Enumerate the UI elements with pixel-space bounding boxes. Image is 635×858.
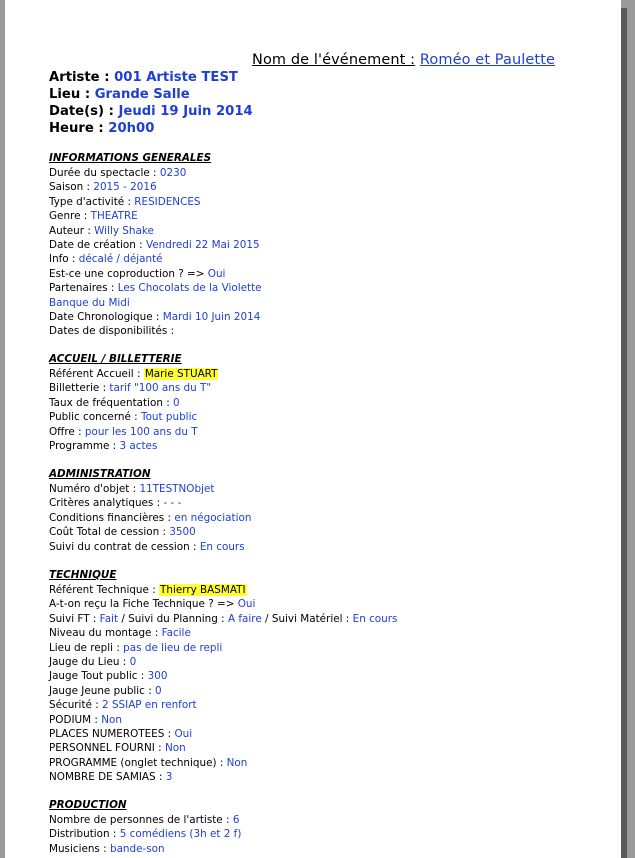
header-venue [49, 86, 253, 103]
field-label: Critères analytiques : [49, 497, 161, 510]
field-label: Genre : [49, 210, 88, 223]
field-row [49, 684, 397, 698]
field-label: Jauge Tout public : [49, 670, 145, 683]
field-value: 11TESTNObjet [139, 483, 215, 495]
field-value: Facile [161, 627, 191, 640]
field-value: Oui [207, 267, 226, 280]
field-value: Willy Shake [94, 224, 154, 237]
header-dates-label: Date(s) : [49, 104, 114, 119]
field-row [49, 756, 397, 770]
section-accueil [49, 367, 218, 453]
field-value: / [265, 612, 269, 625]
field-row [49, 525, 251, 539]
field-row [49, 626, 397, 640]
field-row [49, 698, 397, 712]
header-time-value: 20h00 [108, 121, 155, 136]
field-label: Jauge Jeune public : [49, 684, 152, 697]
field-label: Date de création : [49, 238, 143, 251]
field-label: Dates de disponibilités : [49, 325, 175, 338]
field-value: Oui [237, 598, 256, 611]
field-value: 3500 [169, 526, 196, 539]
section-title-accueil: ACCUEIL / BILLETTERIE [49, 353, 182, 365]
field-row [49, 166, 262, 180]
field-value: Banque du Midi [49, 296, 130, 309]
suivi-row [49, 612, 397, 626]
section-production [49, 813, 241, 856]
field-row [49, 324, 262, 338]
field-row [49, 813, 241, 827]
field-label: Suivi FT : [49, 612, 97, 625]
field-value: Fait [99, 612, 119, 625]
field-row [49, 281, 262, 295]
field-value: 2 SSIAP en renfort [102, 699, 197, 712]
event-title-label: Nom de l'événement : [252, 52, 416, 68]
header-artist-label: Artiste : [49, 70, 110, 85]
field-value: Les Chocolats de la Violette [117, 282, 262, 295]
field-value: THEATRE [90, 210, 138, 223]
field-value: Mardi 10 Juin 2014 [162, 310, 261, 323]
field-label: Suivi du contrat de cession : [49, 540, 197, 553]
field-label: Référent Technique : [49, 584, 156, 596]
field-value: 5 comédiens (3h et 2 f) [119, 828, 242, 841]
field-label: Nombre de personnes de l'artiste : [49, 814, 230, 826]
field-value: bande-son [109, 842, 165, 855]
field-label: Durée du spectacle : [49, 167, 157, 179]
field-label: PERSONNEL FOURNI : [49, 742, 162, 755]
header-artist-value: 001 Artiste TEST [114, 70, 238, 85]
section-title-general: INFORMATIONS GENERALES [49, 152, 212, 164]
field-label: Type d'activité : [49, 195, 131, 208]
field-value: Oui [174, 727, 193, 740]
field-value: Non [226, 756, 248, 769]
document-page [5, 0, 621, 858]
field-row [49, 641, 397, 655]
field-label: Billetterie : [49, 382, 107, 395]
field-row [49, 425, 218, 439]
field-label: Référent Accueil : [49, 368, 141, 380]
section-admin [49, 482, 251, 554]
field-value: En cours [352, 612, 398, 625]
field-label: Programme : [49, 439, 117, 452]
field-row [49, 238, 262, 252]
field-row [49, 209, 262, 223]
field-value: RESIDENCES [134, 195, 201, 208]
field-label: Musiciens : [49, 842, 107, 855]
header-time [49, 120, 253, 137]
field-value: 0230 [159, 167, 187, 179]
field-value: tarif "100 ans du T" [109, 382, 212, 395]
field-label: Distribution : [49, 828, 117, 841]
header-block [49, 69, 253, 137]
event-title-value: Roméo et Paulette [419, 52, 556, 68]
field-value: A faire [227, 612, 262, 625]
field-row [49, 770, 397, 784]
section-technique [49, 583, 397, 784]
field-value: - - - [163, 497, 182, 510]
header-artist [49, 69, 253, 86]
section-title-production: PRODUCTION [49, 799, 127, 811]
field-row [49, 396, 218, 410]
field-label: Date Chronologique : [49, 310, 160, 323]
field-row [49, 540, 251, 554]
field-label: Public concerné : [49, 411, 138, 424]
field-row [49, 267, 262, 281]
field-row [49, 713, 397, 727]
field-row [49, 827, 241, 841]
field-label: Conditions financières : [49, 511, 172, 524]
field-row [49, 583, 397, 597]
field-row [49, 741, 397, 755]
field-label: A-t-on reçu la Fiche Technique ? => [49, 598, 235, 611]
field-label: Coût Total de cession : [49, 526, 166, 539]
field-value: 2015 - 2016 [93, 181, 157, 194]
field-value: Non [101, 713, 122, 726]
field-label: Jauge du Lieu : [49, 655, 127, 668]
field-label: PROGRAMME (onglet technique) : [49, 756, 224, 769]
field-value: / [121, 612, 125, 625]
field-value: pour les 100 ans du T [84, 425, 198, 438]
highlighted-value: Marie STUART [144, 368, 218, 380]
field-row [49, 410, 218, 424]
field-row [49, 367, 218, 381]
field-row [49, 310, 262, 324]
header-venue-value: Grande Salle [94, 87, 190, 102]
field-value: 3 [165, 771, 173, 784]
field-label: Taux de fréquentation : [49, 396, 170, 409]
field-row [49, 180, 262, 194]
field-row [49, 482, 251, 496]
field-label: Numéro d'objet : [49, 483, 137, 495]
field-row [49, 727, 397, 741]
field-label: Niveau du montage : [49, 627, 159, 640]
field-value: 0 [155, 684, 162, 697]
field-row [49, 511, 251, 525]
field-value: En cours [199, 540, 245, 553]
field-row [49, 252, 262, 266]
field-row [49, 655, 397, 669]
page-shadow [621, 8, 627, 858]
field-row [49, 195, 262, 209]
highlighted-value: Thierry BASMATI [160, 584, 246, 596]
field-value: 3 actes [119, 439, 158, 452]
field-label: Est-ce une coproduction ? => [49, 267, 205, 280]
field-value: 300 [147, 670, 168, 683]
field-value: Tout public [141, 411, 198, 424]
field-label: PODIUM : [49, 713, 98, 726]
field-value: décalé / déjanté [78, 253, 163, 266]
field-label: Suivi Matériel : [271, 612, 350, 625]
field-value: Non [164, 742, 186, 755]
field-label: NOMBRE DE SAMIAS : [49, 771, 163, 784]
event-title [252, 52, 555, 68]
field-label: Offre : [49, 425, 82, 438]
field-label: Auteur : [49, 224, 91, 237]
field-row [49, 669, 397, 683]
field-label: Saison : [49, 181, 91, 194]
field-value: 6 [232, 814, 240, 826]
field-label: Partenaires : [49, 282, 115, 295]
section-general [49, 166, 262, 339]
field-label: PLACES NUMEROTEES : [49, 727, 172, 740]
section-title-admin: ADMINISTRATION [49, 468, 151, 480]
header-dates-value: Jeudi 19 Juin 2014 [118, 104, 253, 119]
field-value: pas de lieu de repli [123, 641, 223, 654]
field-label: Sécurité : [49, 699, 99, 712]
field-value: 0 [173, 396, 180, 409]
field-row [49, 296, 262, 310]
field-row [49, 224, 262, 238]
field-value: en négociation [174, 511, 252, 524]
header-time-label: Heure : [49, 121, 104, 136]
field-row [49, 842, 241, 856]
field-row [49, 496, 251, 510]
field-row [49, 381, 218, 395]
field-value: 0 [129, 655, 137, 668]
field-row [49, 439, 218, 453]
field-label: Lieu de repli : [49, 641, 120, 654]
field-label: Info : [49, 253, 76, 266]
field-row [49, 597, 397, 611]
field-label: Suivi du Planning : [128, 612, 225, 625]
field-value: Vendredi 22 Mai 2015 [145, 238, 260, 251]
header-dates [49, 103, 253, 120]
header-venue-label: Lieu : [49, 87, 91, 102]
section-title-technique: TECHNIQUE [49, 569, 117, 581]
